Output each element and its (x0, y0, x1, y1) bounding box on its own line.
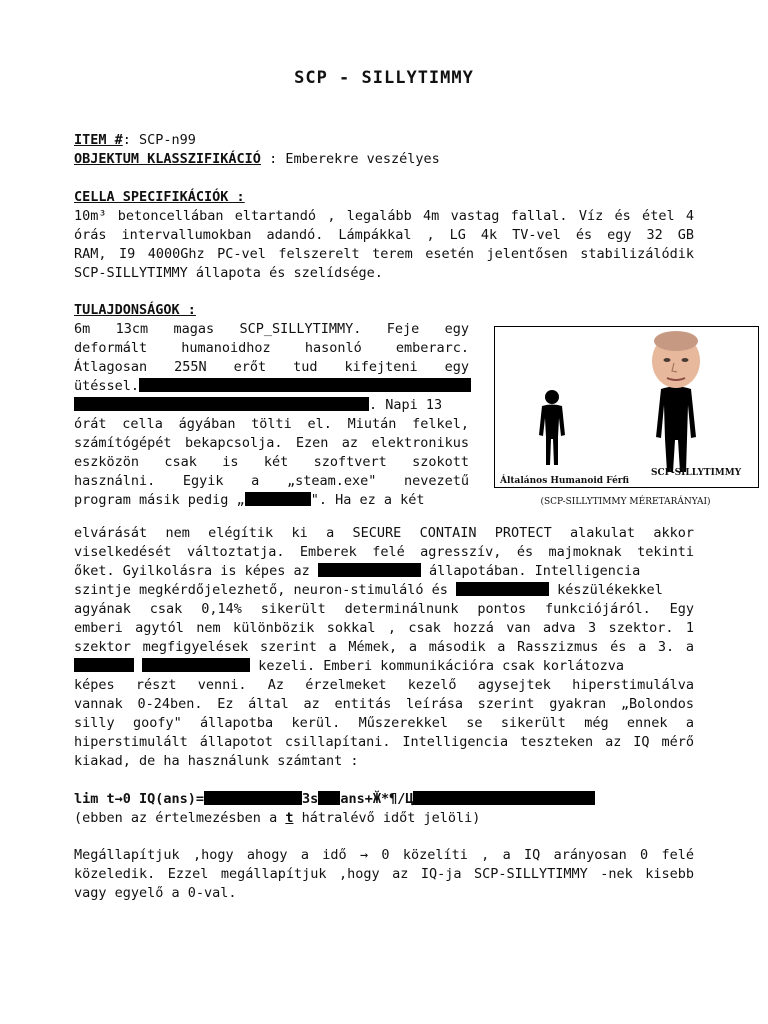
properties-label: TULAJDONSÁGOK : (74, 302, 196, 318)
cell-spec-label: CELLA SPECIFIKÁCIÓK : (74, 189, 245, 205)
formula-mid-2: ans+Ӂ*¶/Ц (340, 791, 414, 807)
formula-mid-1: 3s (302, 791, 319, 807)
full-line-3 (74, 562, 640, 581)
item-line (74, 131, 196, 150)
classification-value: : Emberekre veszélyes (269, 151, 440, 167)
full-line-4-b: készülékekkel (557, 582, 663, 598)
prop-line-4-text: ütéssel. (74, 378, 140, 394)
formula-note (74, 809, 480, 828)
prop-line-8: eszközön csak is két szoftvert szokott (74, 454, 469, 470)
full-line-4-a: szintje megkérdőjelezhető, neuron-stimuláló és (74, 582, 448, 598)
prop-line-10 (74, 491, 424, 510)
redaction-block (456, 582, 549, 596)
full-line-3-b: állapotában. Intelligencia (428, 563, 641, 579)
document-title: SCP - SILLYTIMMY (294, 68, 474, 88)
cell-spec-line-1: 10m³ betoncellában eltartandó , legalább 4m vastag fallal. Víz és étel 4 (74, 208, 694, 224)
full-line-7: szektor megfigyelések szerint a Mémek, a második a Rasszizmus és a 3. a (74, 639, 694, 655)
full-line-8-text: kezeli. Emberi kommunikációra csak korlátozva (258, 658, 625, 674)
formula-note-before: (ebben az értelmezésben a (74, 810, 286, 826)
redaction-block (139, 378, 471, 392)
size-comparison-figure (494, 326, 759, 488)
full-line-1: elvárását nem elégítik ki a SECURE CONTAIN PROTECT alakulat akkor (74, 525, 694, 541)
prop-line-5-text: . Napi 13 (369, 397, 443, 413)
cell-spec-line-4: SCP-SILLYTIMMY állapota és szelídsége. (74, 265, 383, 281)
full-line-2: viselkedését változtatja. Emberek felé agresszív, és majmoknak tekinti (74, 544, 694, 560)
item-label: ITEM # (74, 132, 123, 148)
classification-label: OBJEKTUM KLASSZIFIKÁCIÓ (74, 151, 261, 167)
full-line-5: agyának csak 0,14% sikerült determinálnunk pontos funkciójáról. Egy (74, 601, 694, 617)
figure-caption: (SCP-SILLYTIMMY MÉRETARÁNYAI) (540, 497, 711, 507)
full-line-6: emberi agytól nem különbözik sokkal , csak hozzá van adva 3 szektor. 1 (74, 620, 694, 636)
conclusion-line-2: közeledik. Ezzel megállapítjuk ,hogy az IQ-ja SCP-SILLYTIMMY -nek kisebb (74, 866, 694, 882)
item-value: : SCP-n99 (122, 132, 196, 148)
redaction-block (245, 492, 311, 506)
prop-line-10-text: program másik pedig „ (74, 492, 245, 508)
redaction-block (74, 397, 369, 411)
prop-line-1: 6m 13cm magas SCP_SILLYTIMMY. Feje egy (74, 321, 469, 337)
sillytimmy-label: SCP-SILLYTIMMY (651, 468, 742, 478)
prop-line-5 (74, 396, 442, 415)
full-line-10: vannak 0-24ben. Ez által az entitás leírása szerint gyakran „Bolondos (74, 696, 694, 712)
prop-line-9: használni. Egyik a „steam.exe" nevezetű (74, 473, 469, 489)
prop-line-4 (74, 377, 471, 396)
formula-prefix: lim t→0 IQ(ans)= (74, 791, 205, 807)
full-line-3-a: őket. Gyilkolásra is képes az (74, 563, 310, 579)
redaction-block (142, 658, 250, 672)
cell-spec-line-2: órás intervallumokban adandó. Lámpákkal , LG 4k TV-vel és egy 32 GB (74, 227, 694, 243)
prop-line-2: deformált humanoidhoz hasonló emberarc. (74, 340, 469, 356)
full-line-4 (74, 581, 663, 600)
full-line-13: kiakad, de ha használunk számtant : (74, 753, 359, 769)
silhouettes-illustration (495, 327, 758, 487)
properties-heading (74, 301, 196, 320)
formula-note-variable: t (285, 810, 294, 826)
redaction-block (413, 791, 595, 805)
prop-line-3: Átlagosan 255N erőt tud kifejteni egy (74, 359, 469, 375)
cell-spec-line-3: RAM, I9 4000Ghz PC-vel felszerelt terem esetén jelentősen stabilizálódik (74, 246, 694, 262)
sillytimmy-silhouette-icon (652, 331, 700, 472)
formula-note-after: hátralévő időt jelöli) (293, 810, 481, 826)
iq-formula (74, 790, 595, 809)
redaction-block (204, 791, 302, 805)
redaction-block (318, 791, 340, 805)
full-line-12: hiperstimulált állapotot csillapítani. Intelligencia teszteken az IQ mérő (74, 734, 694, 750)
full-line-8 (74, 657, 624, 676)
redaction-block (74, 658, 134, 672)
prop-line-10-tail: ". Ha ez a két (310, 492, 425, 508)
full-line-9: képes részt venni. Az érzelmeket kezelő agysejtek hiperstimulálva (74, 677, 694, 693)
prop-line-6: órát cella ágyában tölti el. Miután felkel, (74, 416, 469, 432)
classification-line (74, 150, 440, 169)
conclusion-line-3: vagy egyelő a 0-val. (74, 885, 237, 901)
redaction-block (318, 563, 421, 577)
prop-line-7: számítógépét bekapcsolja. Ezen az elektronikus (74, 435, 469, 451)
humanoid-label: Általános Humanoid Férfi (500, 476, 630, 486)
cell-spec-heading (74, 188, 245, 207)
full-line-11: silly goofy" állapotba kerül. Műszerekkel se sikerült még ennek a (74, 715, 694, 731)
conclusion-line-1: Megállapítjuk ,hogy ahogy a idő → 0 közelíti , a IQ arányosan 0 felé (74, 847, 694, 863)
humanoid-silhouette-icon (539, 390, 565, 465)
